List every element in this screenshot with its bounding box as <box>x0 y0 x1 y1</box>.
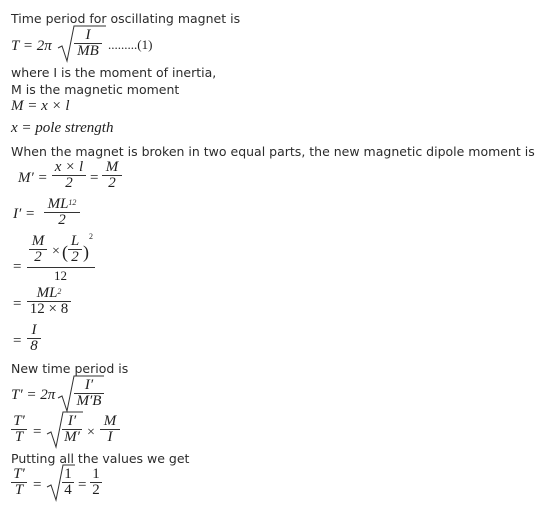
new-time-period-fraction <box>74 378 104 409</box>
time-period-fraction <box>74 28 102 59</box>
final-ratio-lhs <box>11 467 27 498</box>
inner-fraction-l <box>68 234 82 265</box>
putting-values-line: Putting all the values we get <box>11 451 190 466</box>
fraction-denominator: M′B <box>76 393 102 409</box>
final-sqrt-fraction <box>62 467 74 498</box>
fraction-denominator: 2 <box>34 249 42 265</box>
superscript: 12 <box>68 198 77 207</box>
equals-sign: = <box>90 170 99 186</box>
broken-magnet-statement: When the magnet is broken in two equal parts, the new magnetic dipole moment is <box>11 144 535 159</box>
fraction-numerator: T′ <box>11 467 27 483</box>
ratio-moment-fraction <box>100 414 120 445</box>
fraction-denominator: T <box>14 429 24 445</box>
equals-sign: = <box>13 333 22 349</box>
fraction-denominator: 2 <box>65 175 73 191</box>
fraction-denominator: 4 <box>64 482 72 498</box>
fraction-numerator: ML <box>36 285 58 301</box>
equals-sign: = <box>33 477 42 493</box>
new-moment-lhs: M′ = <box>18 170 48 186</box>
superscript: 2 <box>89 232 93 241</box>
fraction-denominator: 12 × 8 <box>29 301 69 317</box>
fraction-numerator: M <box>100 414 120 430</box>
final-result-fraction <box>90 467 102 498</box>
equation-number: .........(1) <box>108 37 153 52</box>
superscript: 2 <box>57 287 62 296</box>
fraction-numerator: 1 <box>62 467 74 483</box>
magnetic-moment-note: M is the magnetic moment <box>11 82 180 97</box>
fraction-numerator: M <box>102 160 122 176</box>
moment-of-inertia-note: where I is the moment of inertia, <box>11 65 217 80</box>
left-paren: ( <box>62 242 68 262</box>
equals-sign: = <box>78 477 87 493</box>
fraction-numerator: M <box>29 234 47 250</box>
fraction-denominator: 12 <box>54 268 67 283</box>
fraction-denominator: M′ <box>64 429 80 445</box>
fraction-denominator: 2 <box>71 249 79 265</box>
new-moment-fraction-1 <box>52 160 86 191</box>
moment-definition: M = x × l <box>11 98 70 114</box>
equals-sign: = <box>33 424 42 440</box>
right-paren: ) <box>83 242 89 262</box>
fraction-numerator: I <box>74 28 102 44</box>
time-period-formula-lhs: T = 2π <box>11 38 52 54</box>
compound-fraction <box>27 234 95 282</box>
new-time-period-line: New time period is <box>11 361 129 376</box>
fraction-denominator: I <box>107 429 113 445</box>
new-inertia-fraction <box>44 197 80 228</box>
fraction-numerator: L <box>68 234 82 250</box>
new-time-period-lhs: T′ = 2π <box>11 387 56 403</box>
times-sign: × <box>87 425 95 440</box>
fraction-denominator: MB <box>77 43 99 59</box>
ratio-sqrt-fraction <box>62 414 82 445</box>
inertia-simplified-fraction <box>27 286 71 317</box>
fraction-numerator: I′ <box>74 378 104 394</box>
fraction-numerator: T′ <box>11 414 27 430</box>
inner-fraction-m <box>29 234 47 265</box>
fraction-denominator: 2 <box>108 175 116 191</box>
fraction-denominator: 2 <box>92 482 100 498</box>
equals-sign: = <box>13 296 22 312</box>
ratio-fraction-lhs <box>11 414 27 445</box>
fraction-numerator: x × l <box>52 160 86 176</box>
pole-strength-definition: x = pole strength <box>11 120 114 136</box>
inertia-result-fraction <box>27 323 41 354</box>
fraction-denominator: 2 <box>58 212 66 228</box>
intro-line: Time period for oscillating magnet is <box>11 11 241 26</box>
equals-sign: = <box>13 259 22 275</box>
new-inertia-lhs: I′ = <box>13 206 36 222</box>
new-moment-fraction-2 <box>102 160 122 191</box>
times-sign: × <box>52 244 60 259</box>
fraction-numerator: I <box>27 323 41 339</box>
fraction-numerator: 1 <box>90 467 102 483</box>
fraction-denominator: 8 <box>30 338 38 354</box>
fraction-numerator: ML <box>47 196 69 212</box>
fraction-numerator: I′ <box>62 414 82 430</box>
fraction-denominator: T <box>14 482 24 498</box>
